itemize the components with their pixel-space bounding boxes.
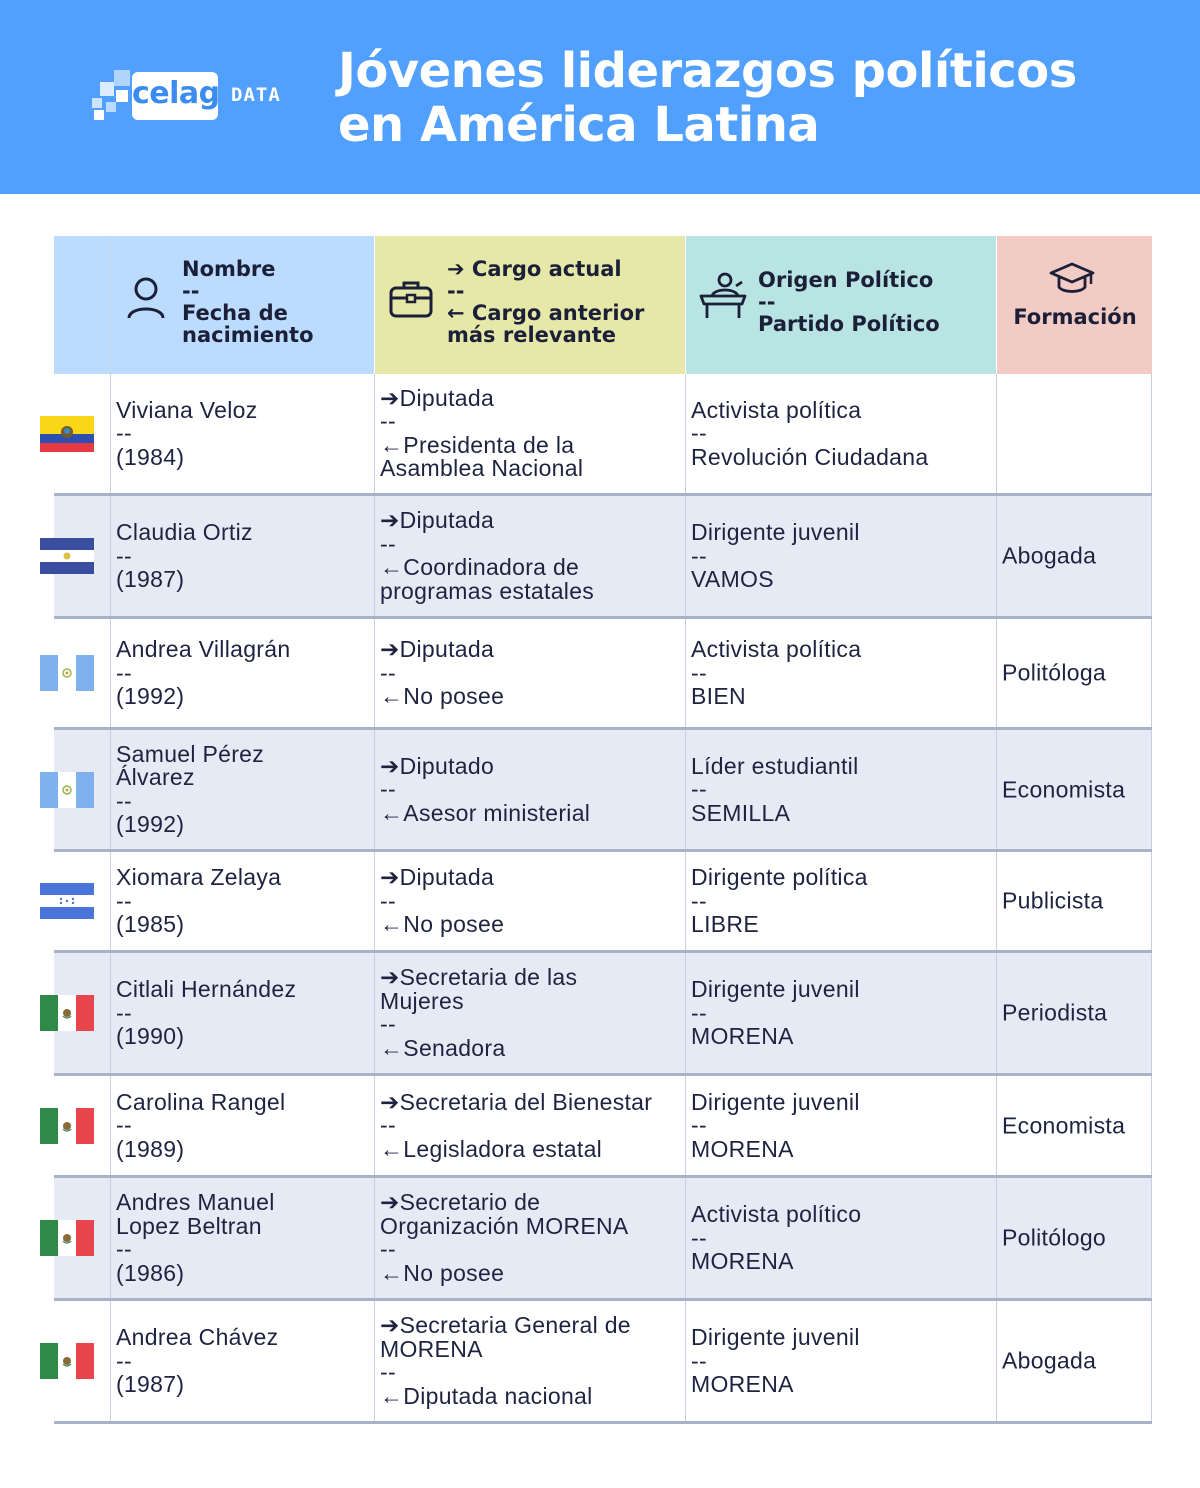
origen-text [691,754,992,825]
header-origen-l3: Partido Político [758,312,940,336]
cargo-line: Organización MORENA [380,1212,629,1239]
briefcase-icon [389,280,433,318]
origen-line: MORENA [691,1135,794,1162]
name-line: -- [116,1236,132,1262]
cargo-line: ←Asesor ministerial [380,799,591,826]
person-icon [126,276,166,320]
cargo-cell [374,953,685,1073]
formacion-cell [996,852,1152,950]
header-formacion-cell [996,236,1152,374]
header-flag-cell [54,236,110,374]
cargo-line: ➔Secretario de [380,1189,541,1215]
header-name-l2: -- [182,279,200,303]
origen-text [691,1323,992,1397]
formacion-text: Economista [1002,775,1126,802]
cargo-cell [374,730,685,849]
header-cargo-l4: más relevante [447,323,616,347]
mexico-flag-icon [40,1220,94,1256]
origen-line: Dirigente juvenil [691,1088,860,1115]
cargo-line: MORENA [380,1335,483,1362]
name-cell [110,852,374,950]
cargo-line: ➔Diputado [380,752,495,779]
header-cargo-l3: ← Cargo anterior [447,301,645,325]
guatemala-flag-icon [40,772,94,808]
cargo-line: ←No posee [380,1259,505,1286]
name-line: -- [116,1347,132,1374]
name-line: Lopez Beltran [116,1212,262,1239]
formacion-cell [996,1301,1152,1421]
name-text [116,635,370,709]
cargo-cell [374,1178,685,1298]
cargo-text [380,754,681,825]
cargo-cell [374,374,685,493]
origen-line: Activista político [691,1200,862,1227]
name-cell [110,374,374,493]
cargo-line: ←Presidenta de la [380,431,575,458]
origen-line: Dirigente juvenil [691,975,860,1002]
header-name-l4: nacimiento [182,323,314,347]
name-text [116,1090,370,1161]
origen-line: VAMOS [691,565,774,592]
flag-cell [54,496,110,616]
origen-line: LIBRE [691,910,759,937]
speaker-podium-icon [698,272,748,320]
name-line: Andrea Villagrán [116,635,291,662]
formacion-text: Abogada [1002,1347,1097,1374]
cargo-line: ➔Diputada [380,863,495,890]
origen-cell [685,730,996,849]
cargo-line: Asamblea Nacional [380,455,584,481]
origen-line: -- [691,1347,707,1374]
name-line: Samuel Pérez [116,740,265,767]
formacion-cell [996,730,1152,849]
origen-text [691,863,992,937]
cargo-line: -- [380,1359,396,1385]
origen-line: -- [691,542,707,569]
cargo-line: ←Legisladora estatal [380,1135,603,1162]
table-row [54,1076,1152,1178]
formacion-text: Abogada [1002,542,1097,569]
formacion-cell [996,619,1152,727]
cargo-line: ←Diputada nacional [380,1382,593,1409]
table-row [54,619,1152,730]
cargo-text [380,863,681,937]
origen-line: Revolución Ciudadana [691,443,929,470]
header-origen-text [758,269,940,335]
origen-text [691,1090,992,1161]
header-formacion-label: Formación [1013,305,1137,329]
origen-cell [685,852,996,950]
flag-cell [54,1076,110,1175]
flag-cell [54,1301,110,1421]
name-line: Andres Manuel [116,1189,275,1215]
origen-line: -- [691,1111,707,1138]
cargo-line: ➔Secretaria General de [380,1312,631,1338]
name-line: (1992) [116,811,185,837]
name-line: (1987) [116,1370,185,1397]
origen-line: -- [691,887,707,914]
cargo-text [380,509,681,603]
cargo-text [380,966,681,1060]
origen-line: SEMILLA [691,799,791,826]
cargo-line: programas estatales [380,577,595,604]
flag-cell [54,1178,110,1298]
name-text [116,863,370,937]
origen-cell [685,1178,996,1298]
cargo-line: -- [380,775,396,802]
name-cell [110,1301,374,1421]
cargo-line: -- [380,887,396,914]
cargo-cell [374,852,685,950]
name-text [116,398,370,469]
cargo-cell [374,619,685,727]
origen-line: MORENA [691,1370,794,1397]
formacion-cell [996,953,1152,1073]
formacion-text: Periodista [1002,999,1108,1026]
cargo-text [380,1314,681,1408]
name-cell [110,953,374,1073]
name-line: Claudia Ortiz [116,518,253,545]
formacion-cell [996,1178,1152,1298]
table-row [54,374,1152,496]
name-line: (1987) [116,565,185,592]
table-header [54,236,1152,374]
name-line: Citlali Hernández [116,975,297,1002]
origen-line: BIEN [691,682,746,709]
cargo-line: ➔Secretaria del Bienestar [380,1088,653,1115]
title-line-2: en América Latina [338,97,820,153]
name-line: -- [116,419,132,446]
formacion-text: Politóloga [1002,659,1107,686]
cargo-text [380,635,681,709]
cargo-text [380,1090,681,1161]
origen-line: -- [691,775,707,802]
cargo-line: -- [380,408,396,434]
table-row [54,953,1152,1076]
name-line: (1985) [116,910,185,937]
celag-data-logo [92,70,292,124]
logo-wordmark: celag [132,72,218,120]
name-line: Álvarez [116,764,195,790]
formacion-cell [996,1076,1152,1175]
origen-cell [685,1301,996,1421]
origen-text [691,635,992,709]
origen-line: Activista política [691,396,862,423]
formacion-cell [996,374,1152,493]
table-row [54,1301,1152,1424]
name-text [116,518,370,592]
name-cell [110,496,374,616]
cargo-line: -- [380,1111,396,1138]
origen-line: Dirigente juvenil [691,1323,860,1350]
name-line: -- [116,542,132,569]
origen-cell [685,1076,996,1175]
origen-cell [685,619,996,727]
header-cargo-l2: -- [447,279,465,303]
graduation-cap-icon [1049,262,1095,296]
header-name-l3: Fecha de [182,301,288,325]
header-origen-cell [685,236,996,374]
cargo-line: ←No posee [380,682,505,709]
table-row [54,730,1152,852]
name-text [116,975,370,1049]
cargo-text [380,1191,681,1285]
name-text [116,1191,370,1285]
cargo-text [380,384,681,481]
flag-cell [54,730,110,849]
cargo-line: ←No posee [380,910,505,937]
origen-line: -- [691,999,707,1026]
cargo-cell [374,1301,685,1421]
cargo-line: -- [380,659,396,686]
title-line-1: Jóvenes liderazgos políticos [338,43,1077,99]
name-line: (1989) [116,1135,185,1162]
header-origen-l1: Origen Político [758,268,934,292]
mexico-flag-icon [40,995,94,1031]
cargo-cell [374,496,685,616]
origen-text [691,975,992,1049]
header-name-text [182,258,314,346]
name-line: -- [116,999,132,1026]
name-cell [110,1178,374,1298]
cargo-cell [374,1076,685,1175]
name-text [116,740,370,837]
origen-line: MORENA [691,1247,794,1274]
name-text [116,1323,370,1397]
cargo-line: ←Senadora [380,1034,506,1061]
header-cargo-cell [374,236,685,374]
origen-text [691,518,992,592]
table-row [54,496,1152,619]
origen-cell [685,953,996,1073]
honduras-flag-icon [40,883,94,919]
formacion-text: Economista [1002,1111,1126,1138]
header-cargo-text [447,258,644,346]
name-line: Carolina Rangel [116,1088,286,1115]
name-cell [110,730,374,849]
cargo-line: Mujeres [380,987,464,1014]
name-line: (1992) [116,682,185,709]
cargo-line: ➔Secretaria de las [380,964,578,990]
cargo-line: ➔Diputada [380,507,495,533]
flag-cell [54,852,110,950]
formacion-text: Politólogo [1002,1224,1107,1251]
name-line: -- [116,1111,132,1138]
guatemala-flag-icon [40,655,94,691]
name-line: (1986) [116,1259,185,1286]
header-name-cell [110,236,374,374]
flag-cell [54,619,110,727]
table-row [54,1178,1152,1301]
origen-line: Activista política [691,635,862,662]
name-line: (1990) [116,1022,185,1049]
name-line: -- [116,659,132,686]
name-line: Viviana Veloz [116,396,258,423]
el-salvador-flag-icon [40,538,94,574]
origen-line: MORENA [691,1022,794,1049]
page-title [338,44,1178,152]
cargo-line: ➔Diputada [380,635,495,662]
mexico-flag-icon [40,1343,94,1379]
name-line: Andrea Chávez [116,1323,279,1350]
header-name-l1: Nombre [182,257,276,281]
cargo-line: ➔Diputada [380,384,495,411]
ecuador-flag-icon [40,416,94,452]
table-row [54,852,1152,953]
header-cargo-l1: ➔ Cargo actual [447,257,622,281]
name-line: Xiomara Zelaya [116,863,282,890]
formacion-text: Publicista [1002,887,1104,914]
name-line: -- [116,887,132,914]
name-line: (1984) [116,443,185,470]
cargo-line: -- [380,1011,396,1037]
cargo-line: -- [380,530,396,557]
name-cell [110,1076,374,1175]
leaders-table [54,236,1152,1424]
origen-line: -- [691,419,707,446]
logo-suffix: DATA [231,84,281,106]
name-line: -- [116,787,132,814]
cargo-line: ←Coordinadora de [380,554,580,580]
formacion-cell [996,496,1152,616]
cargo-line: -- [380,1236,396,1262]
header-banner [0,0,1200,194]
origen-cell [685,374,996,493]
mexico-flag-icon [40,1108,94,1144]
header-origen-l2: -- [758,290,776,314]
origen-line: Dirigente juvenil [691,518,860,545]
origen-cell [685,496,996,616]
origen-line: Líder estudiantil [691,752,859,779]
origen-line: -- [691,659,707,686]
origen-line: -- [691,1224,707,1251]
flag-cell [54,374,110,493]
flag-cell [54,953,110,1073]
origen-text [691,1200,992,1274]
name-cell [110,619,374,727]
origen-text [691,398,992,469]
origen-line: Dirigente política [691,863,868,890]
